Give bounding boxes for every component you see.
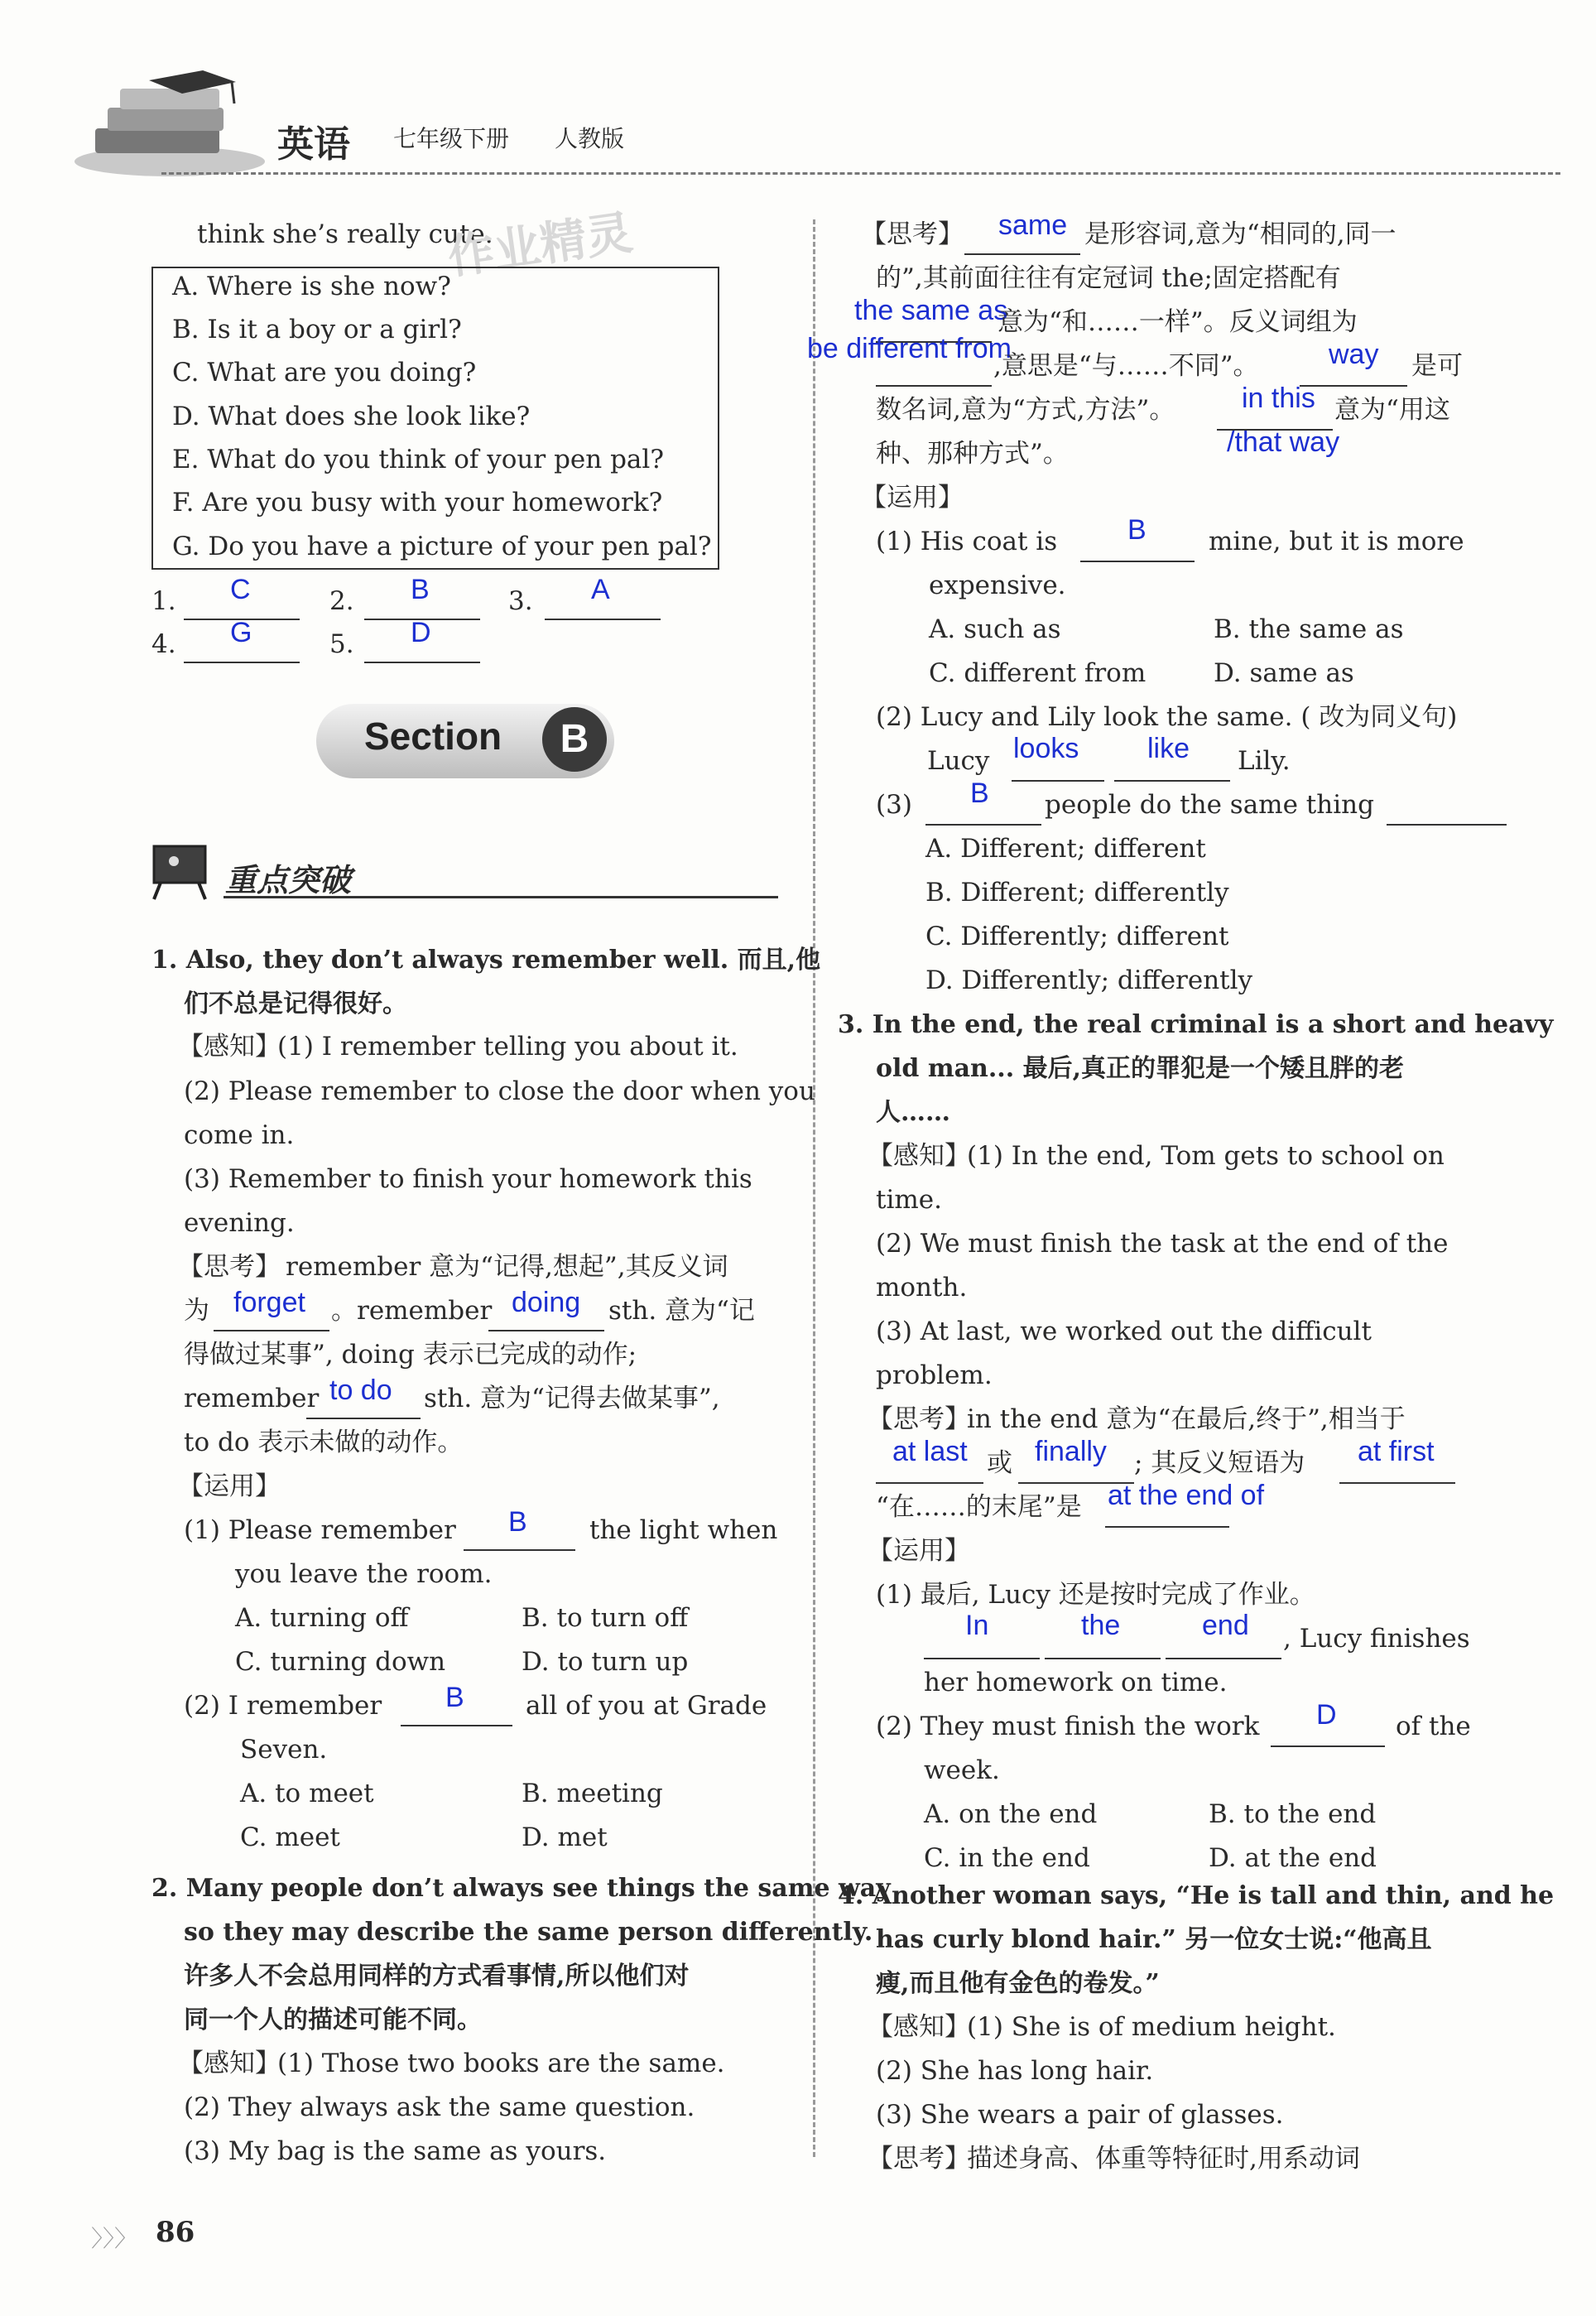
- point3-q1b: , Lucy finishes: [1283, 1624, 1470, 1654]
- books-graduation-cap-icon: [70, 70, 269, 178]
- r-q1-opt-c: C. different from: [929, 658, 1147, 688]
- answer-4: G: [230, 617, 252, 648]
- point4-title-line3: 瘦,而且他有金色的卷发。”: [876, 1969, 1160, 1998]
- point2-title-line1: 2. Many people don’t always see things the same way: [151, 1874, 891, 1903]
- answer-num-1: 1.: [151, 586, 176, 616]
- point2-title-line3: 许多人不会总用同样的方式看事情,所以他们对: [184, 1962, 690, 1991]
- answer-p1q2: B: [445, 1682, 464, 1713]
- right-yunyong-label: 【运用】: [861, 483, 964, 513]
- point3-g2a: (2) We must finish the task at the end of the: [876, 1229, 1449, 1259]
- right-s2: 的”,其前面往往有定冠词 the;固定搭配有: [876, 263, 1341, 293]
- point3-g1a: (1) In the end, Tom gets to school on: [967, 1141, 1445, 1171]
- right-s4b: 是可: [1411, 351, 1463, 381]
- section-letter: B: [542, 707, 607, 772]
- right-q1a: (1) His coat is: [876, 527, 1058, 556]
- right-q2b: Lucy: [927, 746, 990, 776]
- answer-3: A: [591, 574, 610, 605]
- point3-q2b: of the: [1396, 1712, 1471, 1741]
- point3-s3: “在……的末尾”是: [876, 1492, 1082, 1522]
- point1-title-line1: 1. Also, they don’t always remember well. 而且,他: [151, 946, 821, 975]
- p1q1-opt-a: A. turning off: [235, 1603, 409, 1633]
- p1q2-opt-b: B. meeting: [522, 1779, 663, 1808]
- subject-title: 英语: [277, 123, 350, 166]
- right-q2a: (2) Lucy and Lily look the same. ( 改为同义句): [876, 702, 1458, 732]
- right-q3b: people do the same thing: [1045, 790, 1374, 820]
- watermark: 作业精灵: [445, 205, 637, 286]
- point1-sikao-label: 【思考】: [178, 1252, 281, 1282]
- answer-p3q2: D: [1316, 1699, 1337, 1731]
- r-q3-opt-c: C. Differently; different: [925, 922, 1229, 951]
- point1-s4b: sth. 意为“记得去做某事”,: [424, 1384, 720, 1413]
- answer-sameas: the same as: [854, 295, 1008, 326]
- point4-g1: (1) She is of medium height.: [967, 2012, 1336, 2042]
- point1-q2a: (2) I remember: [184, 1691, 382, 1721]
- point1-q1b: the light when: [589, 1515, 778, 1545]
- right-s1: 是形容词,意为“相同的,同一: [1084, 219, 1396, 249]
- point3-yunyong-label: 【运用】: [868, 1536, 970, 1566]
- answer-2: B: [411, 574, 430, 605]
- r-q3-opt-b: B. Different; differently: [925, 878, 1229, 908]
- point2-title-line4: 同一个人的描述可能不同。: [184, 2005, 482, 2034]
- option-f: F. Are you busy with your homework?: [172, 488, 663, 518]
- point3-title-line3: 人……: [876, 1098, 950, 1127]
- point2-g3: (3) My bag is the same as yours.: [184, 2136, 607, 2166]
- point1-g1: (1) I remember telling you about it.: [277, 1032, 738, 1062]
- point1-s1: remember 意为“记得,想起”,其反义词: [286, 1252, 728, 1282]
- p1q2-opt-c: C. meet: [240, 1822, 340, 1852]
- point2-g2: (2) They always ask the same question.: [184, 2092, 695, 2122]
- p1q1-opt-b: B. to turn off: [522, 1603, 689, 1633]
- answer-r-q1: B: [1127, 514, 1147, 546]
- answer-the: the: [1081, 1610, 1121, 1641]
- focus-underline: [224, 896, 778, 898]
- point1-s3: 得做过某事”, doing 表示已完成的动作;: [184, 1340, 637, 1370]
- answer-atendof: at the end of: [1108, 1480, 1265, 1511]
- point1-q2c: Seven.: [240, 1735, 328, 1765]
- point4-title-line2: has curly blond hair.” 另一位女士说:“他高且: [876, 1925, 1432, 1954]
- point3-s2b: ; 其反义短语为: [1134, 1448, 1305, 1478]
- p3q2-opt-a: A. on the end: [924, 1799, 1098, 1829]
- point3-title-line2: old man... 最后,真正的罪犯是一个矮且胖的老: [876, 1054, 1405, 1083]
- point4-ganzhi-label: 【感知】: [868, 2012, 970, 2042]
- right-q1b: mine, but it is more: [1209, 527, 1464, 556]
- point1-g3a: (3) Remember to finish your homework this: [184, 1164, 752, 1194]
- answer-end: end: [1202, 1610, 1249, 1641]
- point1-s5: to do 表示未做的动作。: [184, 1428, 464, 1457]
- point3-sikao-label: 【思考】: [868, 1404, 970, 1434]
- answer-p1q1: B: [508, 1506, 527, 1538]
- point3-q2c: week.: [924, 1755, 1000, 1785]
- point4-s1: 描述身高、体重等特征时,用系动词: [967, 2144, 1360, 2174]
- point4-sikao-label: 【思考】: [868, 2144, 970, 2174]
- option-a: A. Where is she now?: [172, 272, 451, 301]
- point4-g3: (3) She wears a pair of glasses.: [876, 2100, 1284, 2130]
- answer-same: same: [998, 209, 1068, 241]
- r-q3-opt-a: A. Different; different: [925, 834, 1206, 864]
- p3q2-opt-b: B. to the end: [1209, 1799, 1377, 1829]
- point3-g3a: (3) At last, we worked out the difficult: [876, 1317, 1372, 1346]
- right-s5a: 数名词,意为“方式,方法”。: [876, 395, 1175, 425]
- point1-q1c: you leave the room.: [235, 1559, 493, 1589]
- point3-q2a: (2) They must finish the work: [876, 1712, 1260, 1741]
- r-q1-opt-b: B. the same as: [1214, 614, 1404, 644]
- page-number: 86: [156, 2216, 195, 2249]
- point1-s4a: remember: [184, 1384, 320, 1413]
- point3-ganzhi-label: 【感知】: [868, 1141, 970, 1171]
- right-s4a: ,意思是“与……不同”。: [993, 351, 1259, 381]
- point3-q1a: (1) 最后, Lucy 还是按时完成了作业。: [876, 1580, 1315, 1610]
- option-d: D. What does she look like?: [172, 402, 531, 431]
- p1q2-opt-a: A. to meet: [240, 1779, 374, 1808]
- answer-forget: forget: [233, 1287, 305, 1318]
- p3q2-opt-d: D. at the end: [1209, 1843, 1377, 1873]
- right-q3a: (3): [876, 790, 912, 820]
- answer-way: way: [1329, 339, 1379, 370]
- answer-doing: doing: [512, 1287, 581, 1318]
- grade-label: 七年级下册: [393, 125, 510, 152]
- right-s5b: 意为“用这: [1334, 395, 1450, 425]
- answer-inthis: in this: [1242, 383, 1315, 414]
- point1-title-line2: 们不总是记得很好。: [184, 989, 407, 1018]
- point3-g3b: problem.: [876, 1360, 993, 1390]
- right-q1c: expensive.: [929, 571, 1066, 600]
- answer-todo: to do: [329, 1375, 392, 1406]
- point2-title-line2: so they may describe the same person differently.: [184, 1918, 873, 1947]
- answer-1: C: [230, 574, 251, 605]
- blackboard-icon: [149, 843, 215, 901]
- edition-label: 人教版: [555, 125, 625, 152]
- page-arrows: 〉〉〉: [91, 2225, 138, 2252]
- right-s3: 意为“和……一样”。反义词组为: [997, 307, 1358, 337]
- right-q2c: Lily.: [1238, 746, 1291, 776]
- answer-num-2: 2.: [329, 586, 354, 616]
- r-q1-opt-a: A. such as: [929, 614, 1061, 644]
- point1-g2a: (2) Please remember to close the door when you: [184, 1076, 815, 1106]
- point2-g1: (1) Those two books are the same.: [277, 2049, 725, 2078]
- point3-q1c: her homework on time.: [924, 1668, 1228, 1697]
- answer-num-4: 4.: [151, 629, 176, 659]
- point3-g2b: month.: [876, 1273, 968, 1302]
- point1-s2a: 为: [184, 1296, 209, 1326]
- point1-q2b: all of you at Grade: [526, 1691, 767, 1721]
- point2-ganzhi-label: 【感知】: [178, 2049, 281, 2078]
- point3-s2a: 或: [987, 1448, 1012, 1478]
- option-b: B. Is it a boy or a girl?: [172, 315, 462, 344]
- header-divider: [161, 172, 1560, 175]
- continued-line: think she’s really cute.: [197, 219, 493, 249]
- blank-different[interactable]: [876, 359, 992, 387]
- answer-different: be different from: [807, 333, 1012, 364]
- right-s6: 种、那种方式”。: [876, 439, 1069, 469]
- point4-g2: (2) She has long hair.: [876, 2056, 1154, 2086]
- p3q2-opt-c: C. in the end: [924, 1843, 1090, 1873]
- option-e: E. What do you think of your pen pal?: [172, 445, 664, 474]
- point3-g1b: time.: [876, 1185, 942, 1215]
- p1q2-opt-d: D. met: [522, 1822, 608, 1852]
- point4-title-line1: 4. Another woman says, “He is tall and thin, and he: [838, 1881, 1555, 1910]
- answer-atfirst: at first: [1358, 1436, 1435, 1467]
- point1-q1a: (1) Please remember: [184, 1515, 456, 1545]
- point1-s2b: 。remember: [331, 1296, 493, 1326]
- point3-title-line1: 3. In the end, the real criminal is a short and heavy: [838, 1010, 1554, 1039]
- focus-heading: 重点突破: [225, 862, 352, 898]
- point3-s1: in the end 意为“在最后,终于”,相当于: [967, 1404, 1406, 1434]
- p1q1-opt-c: C. turning down: [235, 1647, 446, 1677]
- answer-thatway: /that way: [1227, 426, 1340, 458]
- answer-looks: looks: [1013, 733, 1079, 764]
- option-g: G. Do you have a picture of your pen pal?: [172, 532, 712, 561]
- point1-ganzhi-label: 【感知】: [178, 1032, 281, 1062]
- right-sikao-label: 【思考】: [861, 219, 964, 249]
- option-c: C. What are you doing?: [172, 358, 477, 388]
- answer-in: In: [965, 1610, 989, 1641]
- answer-num-5: 5.: [329, 629, 354, 659]
- answer-num-3: 3.: [508, 586, 533, 616]
- point1-yunyong-label: 【运用】: [178, 1471, 281, 1501]
- point1-g3b: evening.: [184, 1208, 295, 1238]
- p1q1-opt-d: D. to turn up: [522, 1647, 689, 1677]
- r-q3-opt-d: D. Differently; differently: [925, 965, 1253, 995]
- answer-atlast: at last: [892, 1436, 968, 1467]
- answer-r-q3: B: [970, 778, 989, 809]
- answer-5: D: [411, 617, 431, 648]
- point1-g2b: come in.: [184, 1120, 295, 1150]
- answer-like: like: [1147, 733, 1190, 764]
- section-label: Section: [364, 715, 502, 758]
- point1-s2c: sth. 意为“记: [608, 1296, 755, 1326]
- answer-finally: finally: [1035, 1436, 1107, 1467]
- r-q1-opt-d: D. same as: [1214, 658, 1354, 688]
- blank-r-q3b[interactable]: [1387, 797, 1507, 826]
